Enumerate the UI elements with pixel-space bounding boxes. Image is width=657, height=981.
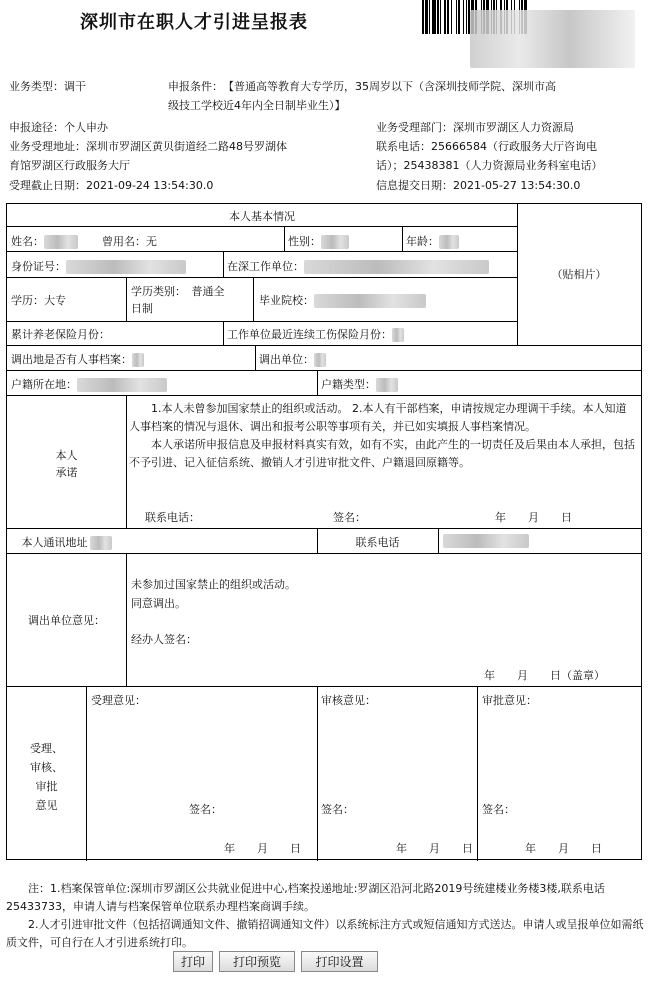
injury-value-redacted	[392, 328, 404, 342]
section-basic-heading: 本人基本情况	[229, 210, 295, 223]
archive-value-redacted	[132, 353, 144, 367]
review-label-line-4: 意见	[35, 799, 58, 812]
pension-field: 累计养老保险月份：	[11, 328, 110, 341]
hukou-value-redacted	[77, 378, 167, 392]
note-2: 2.人才引进审批文件（包括招调通知文件、撤销招调通知文件）以系统标注方式或短信通知方式送达。申请人或呈报单位如需纸质文件，可自行在人才引进系统打印。	[6, 918, 644, 949]
age-field	[406, 233, 459, 249]
review-label-line-2: 审核、	[30, 761, 63, 774]
out-opinion-line-2: 同意调出。	[131, 597, 186, 610]
page-title: 深圳市在职人才引进呈报表	[80, 12, 308, 33]
photo-placeholder: （贴相片）	[551, 268, 607, 281]
promise-date: 年 月 日	[495, 511, 572, 524]
print-preview-button[interactable]: 打印预览	[219, 951, 295, 972]
age-value-redacted	[439, 235, 459, 249]
employer-value-redacted	[304, 260, 489, 274]
gender-field	[288, 233, 349, 249]
apply-conditions	[168, 77, 633, 115]
school-value-redacted	[314, 294, 426, 308]
submit-date: 信息提交日期：2021-05-27 13:54:30.0	[376, 179, 581, 192]
print-button[interactable]: 打印	[173, 951, 213, 972]
name-field	[11, 233, 78, 249]
education-field: 学历：大专	[11, 294, 66, 307]
hukou-type-field	[321, 376, 398, 392]
out-unit-field	[259, 351, 326, 367]
address-row-label-text: 本人通讯地址	[21, 536, 88, 549]
school-label: 毕业院校：	[259, 294, 314, 307]
audit-date: 年 月 日	[396, 842, 473, 855]
out-opinion-line-1: 未参加过国家禁止的组织或活动。	[131, 578, 296, 591]
out-opinion-label: 调出单位意见：	[28, 614, 105, 627]
approve-date: 年 月 日	[525, 842, 602, 855]
hukou-field	[11, 376, 167, 392]
notes	[6, 880, 650, 952]
redacted-area	[470, 10, 635, 68]
print-setup-button[interactable]: 打印设置	[301, 951, 378, 972]
phone-value-field	[443, 534, 529, 548]
accept-date: 年 月 日	[224, 842, 301, 855]
out-unit-label: 调出单位：	[259, 353, 314, 366]
conditions-line-1: 申报条件： 【普通高等教育大专学历，35周岁以下（含深圳技师学院、深圳市高	[168, 80, 556, 93]
employer-field	[227, 258, 489, 274]
id-label: 身份证号：	[11, 260, 66, 273]
employer-label: 在深工作单位：	[227, 260, 304, 273]
promise-sign: 签名：	[333, 511, 366, 524]
promise-label-line-2: 承诺	[55, 466, 78, 479]
review-label-line-1: 受理、	[30, 742, 63, 755]
promise-contact-phone: 联系电话：	[145, 511, 200, 524]
phone-value-redacted	[443, 534, 529, 548]
promise-paragraph-1: 1.本人未曾参加国家禁止的组织或活动。 2.本人有干部档案，申请按规定办理调干手续。本人知道人事档案的情况与退休、调出和报考公职等事项有关，并已如实填报人事档案情况。	[129, 402, 627, 433]
phone-row-label: 联系电话	[355, 536, 400, 549]
contact-phones	[376, 137, 603, 175]
gender-value-redacted	[321, 235, 349, 249]
review-label-line-3: 审批	[35, 780, 58, 793]
address-value-redacted	[90, 536, 112, 550]
conditions-line-2: 级技工学校近4年内全日制毕业生）】	[168, 99, 346, 112]
school-field	[259, 292, 426, 308]
approve-opinion: 审批意见：	[482, 694, 537, 707]
promise-label	[7, 447, 126, 481]
education-type-field	[131, 283, 225, 317]
promise-paragraph-2: 本人承诺所申报信息及申报材料真实有效，如有不实，由此产生的一切责任及后果由本人承担，包括不予引进、记入征信系统、撤销人才引进审批文件、户籍退回原籍等。	[129, 438, 635, 469]
hukou-type-value-redacted	[376, 378, 398, 392]
name-value-redacted	[44, 235, 78, 249]
audit-sign: 签名：	[321, 803, 354, 816]
archive-field	[11, 351, 144, 367]
apply-route: 申报途径：个人申办	[9, 121, 108, 134]
address-line-1: 业务受理地址：深圳市罗湖区黄贝街道经二路48号罗湖体	[9, 140, 287, 153]
injury-label: 工作单位最近连续工伤保险月份：	[227, 328, 392, 341]
edu-type-line-1: 学历类别： 普通全	[131, 285, 225, 298]
accept-dept: 业务受理部门：深圳市罗湖区人力资源局	[376, 121, 574, 134]
address-line-2: 育馆罗湖区行政服务大厅	[9, 159, 130, 172]
archive-label: 调出地是否有人事档案：	[11, 353, 132, 366]
phone-line-1: 联系电话：25666584（行政服务大厅咨询电	[376, 140, 597, 153]
note-1: 注：1.档案保管单位:深圳市罗湖区公共就业促进中心,档案投递地址:罗湖区沿河北路2019号统建楼业务楼3楼,联系电话25433733，申请人请与档案保管单位联系办理档案商调手续。	[6, 882, 605, 913]
accept-address	[9, 137, 287, 175]
promise-text	[129, 400, 637, 472]
promise-label-line-1: 本人	[55, 449, 78, 462]
biz-type: 业务类型：调干	[9, 80, 86, 93]
gender-label: 性别：	[288, 235, 321, 248]
review-label	[7, 739, 86, 815]
out-unit-value-redacted	[314, 353, 326, 367]
edu-type-line-2: 日制	[131, 302, 153, 315]
former-name-field: 曾用名：无	[102, 235, 157, 248]
id-value-redacted	[66, 260, 186, 274]
audit-opinion: 审核意见：	[321, 694, 376, 707]
injury-insurance-field	[227, 326, 404, 342]
accept-opinion: 受理意见：	[91, 694, 146, 707]
handler-sign: 经办人签名：	[131, 633, 197, 646]
out-opinion-text	[131, 575, 296, 613]
address-row-label	[7, 534, 126, 550]
hukou-label: 户籍所在地：	[11, 378, 77, 391]
age-label: 年龄：	[406, 235, 439, 248]
accept-sign: 签名：	[189, 803, 222, 816]
phone-line-2: 话）；25438381（人力资源局业务科室电话）	[376, 159, 603, 172]
deadline: 受理截止日期：2021-09-24 13:54:30.0	[9, 179, 214, 192]
out-opinion-date: 年 月 日（盖章）	[484, 669, 605, 682]
id-field	[11, 258, 186, 274]
hukou-type-label: 户籍类型：	[321, 378, 376, 391]
approve-sign: 签名：	[482, 803, 515, 816]
form-table	[6, 203, 642, 860]
name-label: 姓名：	[11, 235, 44, 248]
